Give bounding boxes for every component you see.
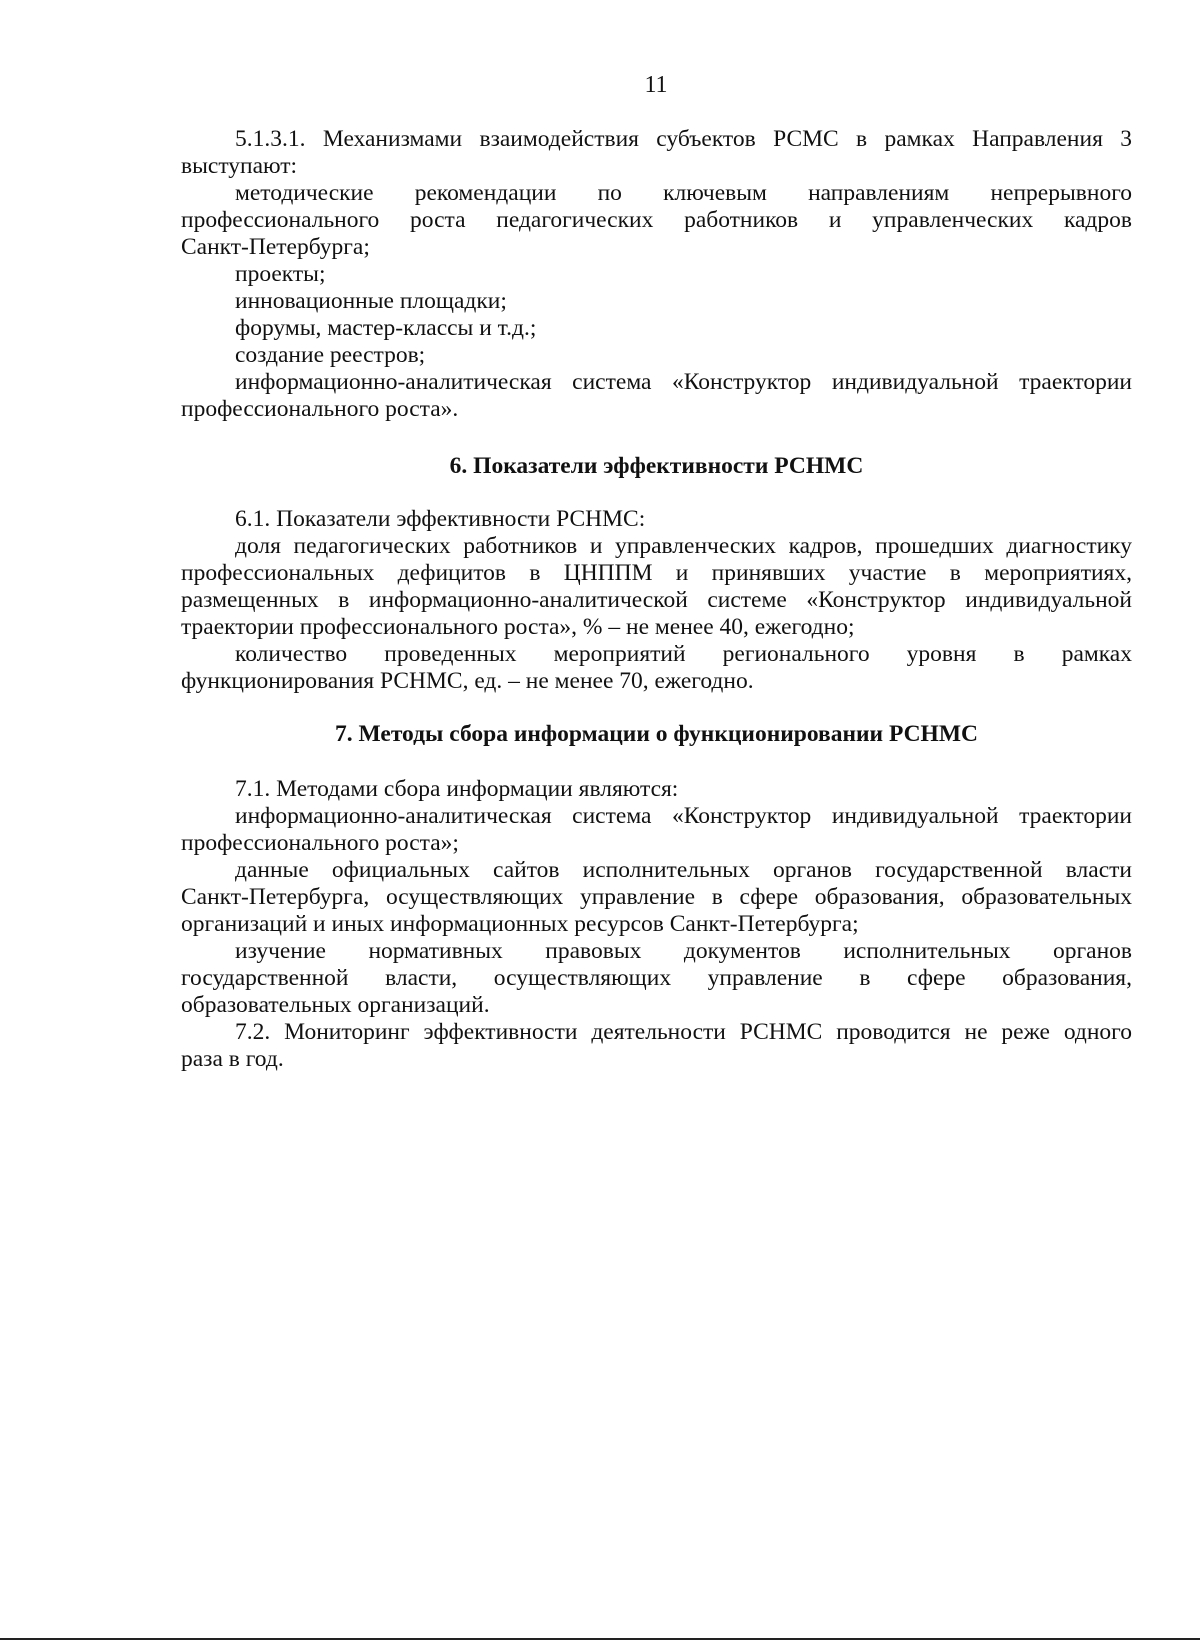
section-6-text [181, 506, 1132, 695]
scan-edge-line [0, 1638, 1200, 1640]
text-line: профессиональных дефицитов в ЦНППМ и принявших участие в мероприятиях, [181, 560, 1132, 586]
text-line: проекты; [235, 261, 326, 287]
text-line: инновационные площадки; [235, 288, 507, 314]
section-7-heading: 7. Методы сбора информации о функционировании РСНМС [335, 721, 978, 747]
section-5-text [181, 126, 1132, 423]
section-6-heading: 6. Показатели эффективности РСНМС [449, 453, 864, 479]
text-line: размещенных в информационно-аналитической системе «Конструктор индивидуальной [181, 587, 1132, 613]
section-7-text [181, 776, 1132, 1073]
text-line: раза в год. [181, 1046, 284, 1072]
text-line: количество проведенных мероприятий регионального уровня в рамках [235, 641, 1132, 667]
text-line: образовательных организаций. [181, 992, 490, 1018]
text-line: 6.1. Показатели эффективности РСНМС: [235, 506, 646, 532]
text-line: данные официальных сайтов исполнительных органов государственной власти [235, 857, 1132, 883]
text-line: функционирования РСНМС, ед. – не менее 70, ежегодно. [181, 668, 754, 694]
page-number: 11 [644, 72, 668, 98]
text-line: профессионального роста педагогических работников и управленческих кадров [181, 207, 1132, 233]
text-line: доля педагогических работников и управленческих кадров, прошедших диагностику [235, 533, 1132, 559]
text-line: организаций и иных информационных ресурсов Санкт-Петербурга; [181, 911, 859, 937]
text-line: профессионального роста»; [181, 830, 459, 856]
text-line: 5.1.3.1. Механизмами взаимодействия субъектов РСМС в рамках Направления 3 [235, 126, 1132, 152]
text-line: государственной власти, осуществляющих управление в сфере образования, [181, 965, 1132, 991]
text-line: информационно-аналитическая система «Конструктор индивидуальной траектории [235, 803, 1132, 829]
text-line: Санкт-Петербурга, осуществляющих управление в сфере образования, образовательных [181, 884, 1132, 910]
text-line: создание реестров; [235, 342, 426, 368]
text-line: информационно-аналитическая система «Конструктор индивидуальной траектории [235, 369, 1132, 395]
text-line: 7.1. Методами сбора информации являются: [235, 776, 679, 802]
text-line: профессионального роста». [181, 396, 459, 422]
text-line: Санкт-Петербурга; [181, 234, 370, 260]
text-line: 7.2. Мониторинг эффективности деятельности РСНМС проводится не реже одного [235, 1019, 1132, 1045]
text-line: выступают: [181, 153, 298, 179]
text-line: изучение нормативных правовых документов исполнительных органов [235, 938, 1132, 964]
text-line: форумы, мастер-классы и т.д.; [235, 315, 537, 341]
text-line: методические рекомендации по ключевым направлениям непрерывного [235, 180, 1132, 206]
text-line: траектории профессионального роста», % – не менее 40, ежегодно; [181, 614, 855, 640]
